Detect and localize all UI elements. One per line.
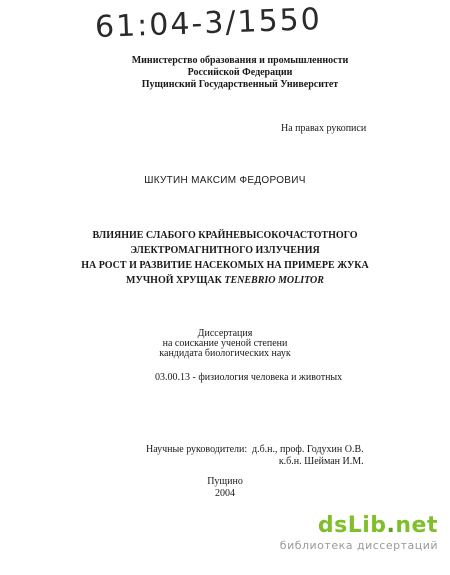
ministry-line: Министерство образования и промышленности [131,55,349,66]
title-line: ВЛИЯНИЕ СЛАБОГО КРАЙНЕВЫСОКОЧАСТОТНОГО [92,230,358,241]
logo-tld: net [395,513,438,538]
title-line-prefix: МУЧНОЙ ХРУЩАК [126,275,222,286]
supervisors-names [252,444,364,468]
city: Пущино [207,476,243,487]
university-line: Пущинский Государственный Университет [141,79,339,90]
ministry-line: Российской Федерации [187,67,293,78]
ministry-header [100,55,380,91]
handwritten-archive-code: 61:04-3/1550 [94,2,323,45]
specialty-code: 03.00.13 - физиология человека и животных [155,372,343,383]
dissertation-title [40,228,410,288]
logo-main: dsLib [317,513,387,538]
dslib-logo [258,513,438,538]
watermark-subtitle: библиотека диссертаций [279,539,438,552]
author-name: ШКУТИН МАКСИМ ФЕДОРОВИЧ [144,175,306,186]
logo-dot: . [386,513,396,538]
title-line: ЭЛЕКТРОМАГНИТНОГО ИЗЛУЧЕНИЯ [130,245,320,256]
manuscript-rights-note: На правах рукописи [281,123,367,134]
place-and-year [0,476,450,500]
year: 2004 [215,488,235,499]
degree-line: на соискание ученой степени [162,338,288,349]
supervisors-label: Научные руководители: [146,444,248,455]
supervisor-name: к.б.н. Шейман И.М. [278,456,364,467]
title-line: НА РОСТ И РАЗВИТИЕ НАСЕКОМЫХ НА ПРИМЕРЕ ЖУКА [81,260,369,271]
degree-statement [60,329,390,359]
dslib-watermark [258,513,438,563]
title-line [40,273,410,288]
degree-line: кандидата биологических наук [159,348,291,359]
species-latin-name: TENEBRIO MOLITOR [224,275,324,286]
supervisor-name: д.б.н., проф. Годухин О.В. [252,444,364,455]
degree-line: Диссертация [197,328,253,339]
